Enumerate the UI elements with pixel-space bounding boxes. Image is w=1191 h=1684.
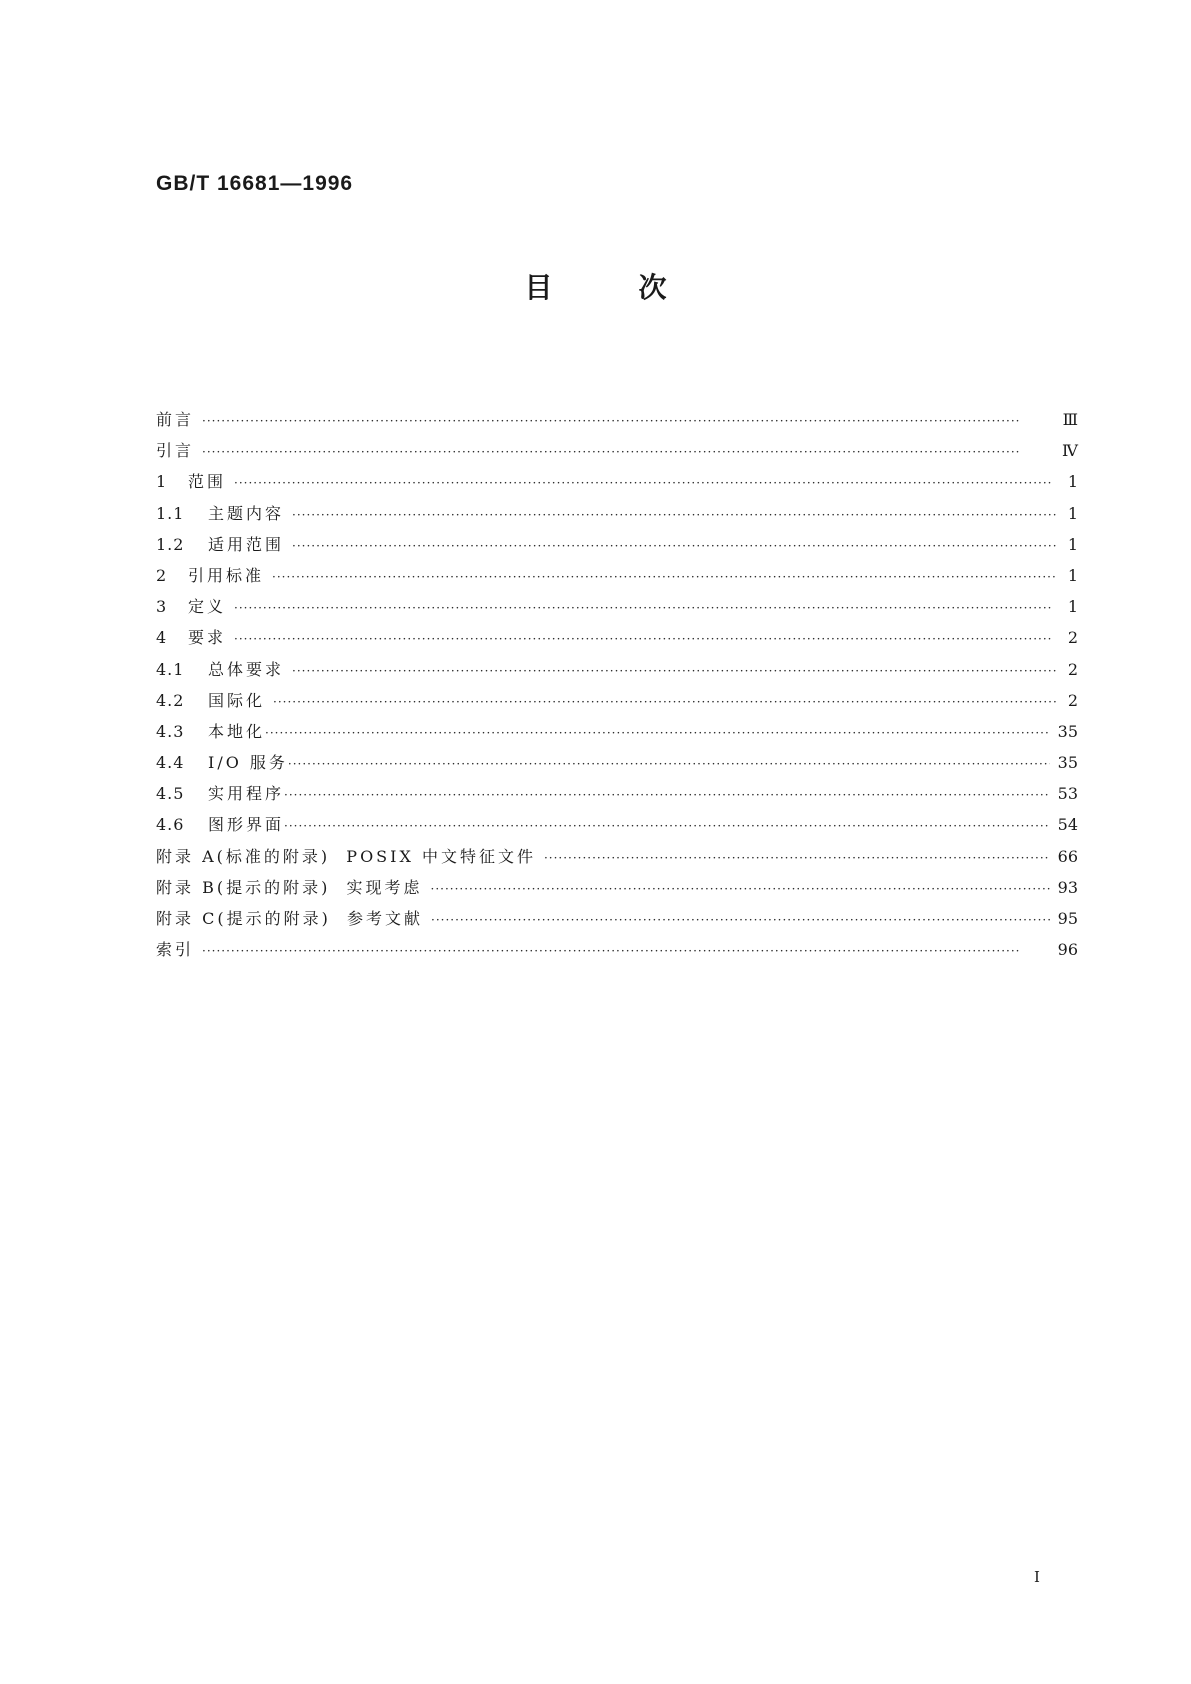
toc-entry[interactable]	[156, 906, 1078, 937]
toc-entry[interactable]	[156, 501, 1078, 532]
toc-entry[interactable]	[156, 407, 1078, 438]
toc-entry-label: 图形界面	[208, 815, 285, 835]
toc-entry[interactable]	[156, 875, 1078, 906]
toc-entry-page: 1	[1067, 565, 1078, 585]
toc-entry[interactable]	[156, 438, 1078, 469]
toc-entry-label: 要求	[188, 628, 227, 648]
toc-entry-label: 定义	[188, 597, 227, 617]
toc-leader-dots	[284, 819, 1050, 833]
toc-entry[interactable]	[156, 469, 1078, 500]
toc-entry[interactable]	[156, 781, 1078, 812]
toc-entry[interactable]	[156, 844, 1078, 875]
toc-entry-label: 索引	[156, 940, 195, 960]
toc-entry-number: 3	[156, 597, 168, 617]
toc-leader-dots	[292, 664, 1056, 678]
toc-entry-label: 适用范围	[208, 534, 285, 554]
toc-entry-page: 35	[1057, 753, 1078, 773]
toc-leader-dots	[202, 414, 1055, 428]
toc-entry-number: 4	[156, 628, 168, 648]
toc-entry-number: 4.5	[156, 784, 185, 804]
toc-entry[interactable]	[156, 937, 1078, 968]
toc-leader-dots	[265, 726, 1050, 740]
toc-entry-label: 本地化	[208, 721, 266, 741]
toc-entry[interactable]	[156, 532, 1078, 563]
toc-title-char-2: 次	[638, 271, 667, 304]
toc-entry-page: 93	[1057, 877, 1078, 897]
toc-leader-dots	[234, 601, 1056, 615]
toc-entry-label: 实用程序	[208, 784, 285, 804]
page-number: I	[1034, 1568, 1040, 1586]
toc-entry-page: 35	[1057, 721, 1078, 741]
toc-entry[interactable]	[156, 594, 1078, 625]
standard-code: GB/T 16681—1996	[156, 172, 354, 195]
toc-leader-dots	[234, 632, 1056, 646]
toc-title-char-1: 目	[524, 271, 553, 304]
toc-title	[0, 266, 1191, 306]
toc-entry-number: 4.3	[156, 721, 185, 741]
toc-entry-page: 1	[1067, 597, 1078, 617]
toc-entry-label: 附录 A(标准的附录) POSIX 中文特征文件	[156, 846, 536, 866]
toc-leader-dots	[202, 944, 1050, 958]
toc-entry[interactable]	[156, 688, 1078, 719]
toc-leader-dots	[292, 508, 1056, 522]
toc-entry-label: 范围	[188, 472, 227, 492]
toc-entry[interactable]	[156, 812, 1078, 843]
toc-entry[interactable]	[156, 625, 1078, 656]
toc-entry-page: 2	[1067, 628, 1078, 648]
toc-leader-dots	[292, 539, 1056, 553]
toc-leader-dots	[544, 851, 1050, 865]
toc-entry-page: 1	[1067, 534, 1078, 554]
toc-leader-dots	[234, 476, 1056, 490]
toc-leader-dots	[431, 882, 1050, 896]
toc-entry-label: 引用标准	[188, 565, 265, 585]
toc-entry-number: 4.2	[156, 690, 185, 710]
toc-entry-page: Ⅲ	[1062, 410, 1078, 429]
toc-entry-page: 54	[1057, 815, 1078, 835]
toc-entry-number: 4.6	[156, 815, 185, 835]
toc-entry-label: I/O 服务	[208, 753, 288, 773]
toc-leader-dots	[202, 445, 1054, 459]
toc-entry-number: 2	[156, 565, 168, 585]
toc-entry-number: 4.4	[156, 753, 185, 773]
toc-entry[interactable]	[156, 563, 1078, 594]
table-of-contents	[156, 407, 1078, 968]
toc-entry-number: 1.2	[156, 534, 185, 554]
toc-leader-dots	[273, 695, 1056, 709]
toc-entry-number: 1.1	[156, 503, 185, 523]
toc-entry-label: 附录 B(提示的附录) 实现考虑	[156, 877, 423, 897]
toc-leader-dots	[272, 570, 1056, 584]
toc-entry-page: 1	[1067, 472, 1078, 492]
toc-entry-label: 引言	[156, 441, 195, 461]
toc-entry-label: 附录 C(提示的附录) 参考文献	[156, 909, 423, 928]
toc-entry-page: 53	[1057, 784, 1078, 804]
toc-entry-page: 95	[1057, 909, 1078, 928]
toc-entry-number: 1	[156, 472, 168, 492]
toc-entry-page: 2	[1067, 659, 1078, 679]
toc-entry-label: 总体要求	[208, 659, 285, 679]
toc-entry[interactable]	[156, 719, 1078, 750]
toc-entry-label: 前言	[156, 410, 195, 429]
toc-entry[interactable]	[156, 750, 1078, 781]
toc-entry-page: Ⅳ	[1062, 441, 1078, 461]
toc-entry-page: 1	[1067, 503, 1078, 523]
toc-entry-page: 2	[1067, 690, 1078, 710]
toc-leader-dots	[284, 788, 1050, 802]
toc-entry[interactable]	[156, 657, 1078, 688]
toc-entry-label: 主题内容	[208, 503, 285, 523]
toc-leader-dots	[431, 913, 1050, 927]
toc-leader-dots	[288, 757, 1050, 771]
toc-entry-label: 国际化	[208, 690, 266, 710]
toc-entry-page: 66	[1057, 846, 1078, 866]
toc-entry-number: 4.1	[156, 659, 185, 679]
toc-entry-page: 96	[1057, 940, 1078, 960]
